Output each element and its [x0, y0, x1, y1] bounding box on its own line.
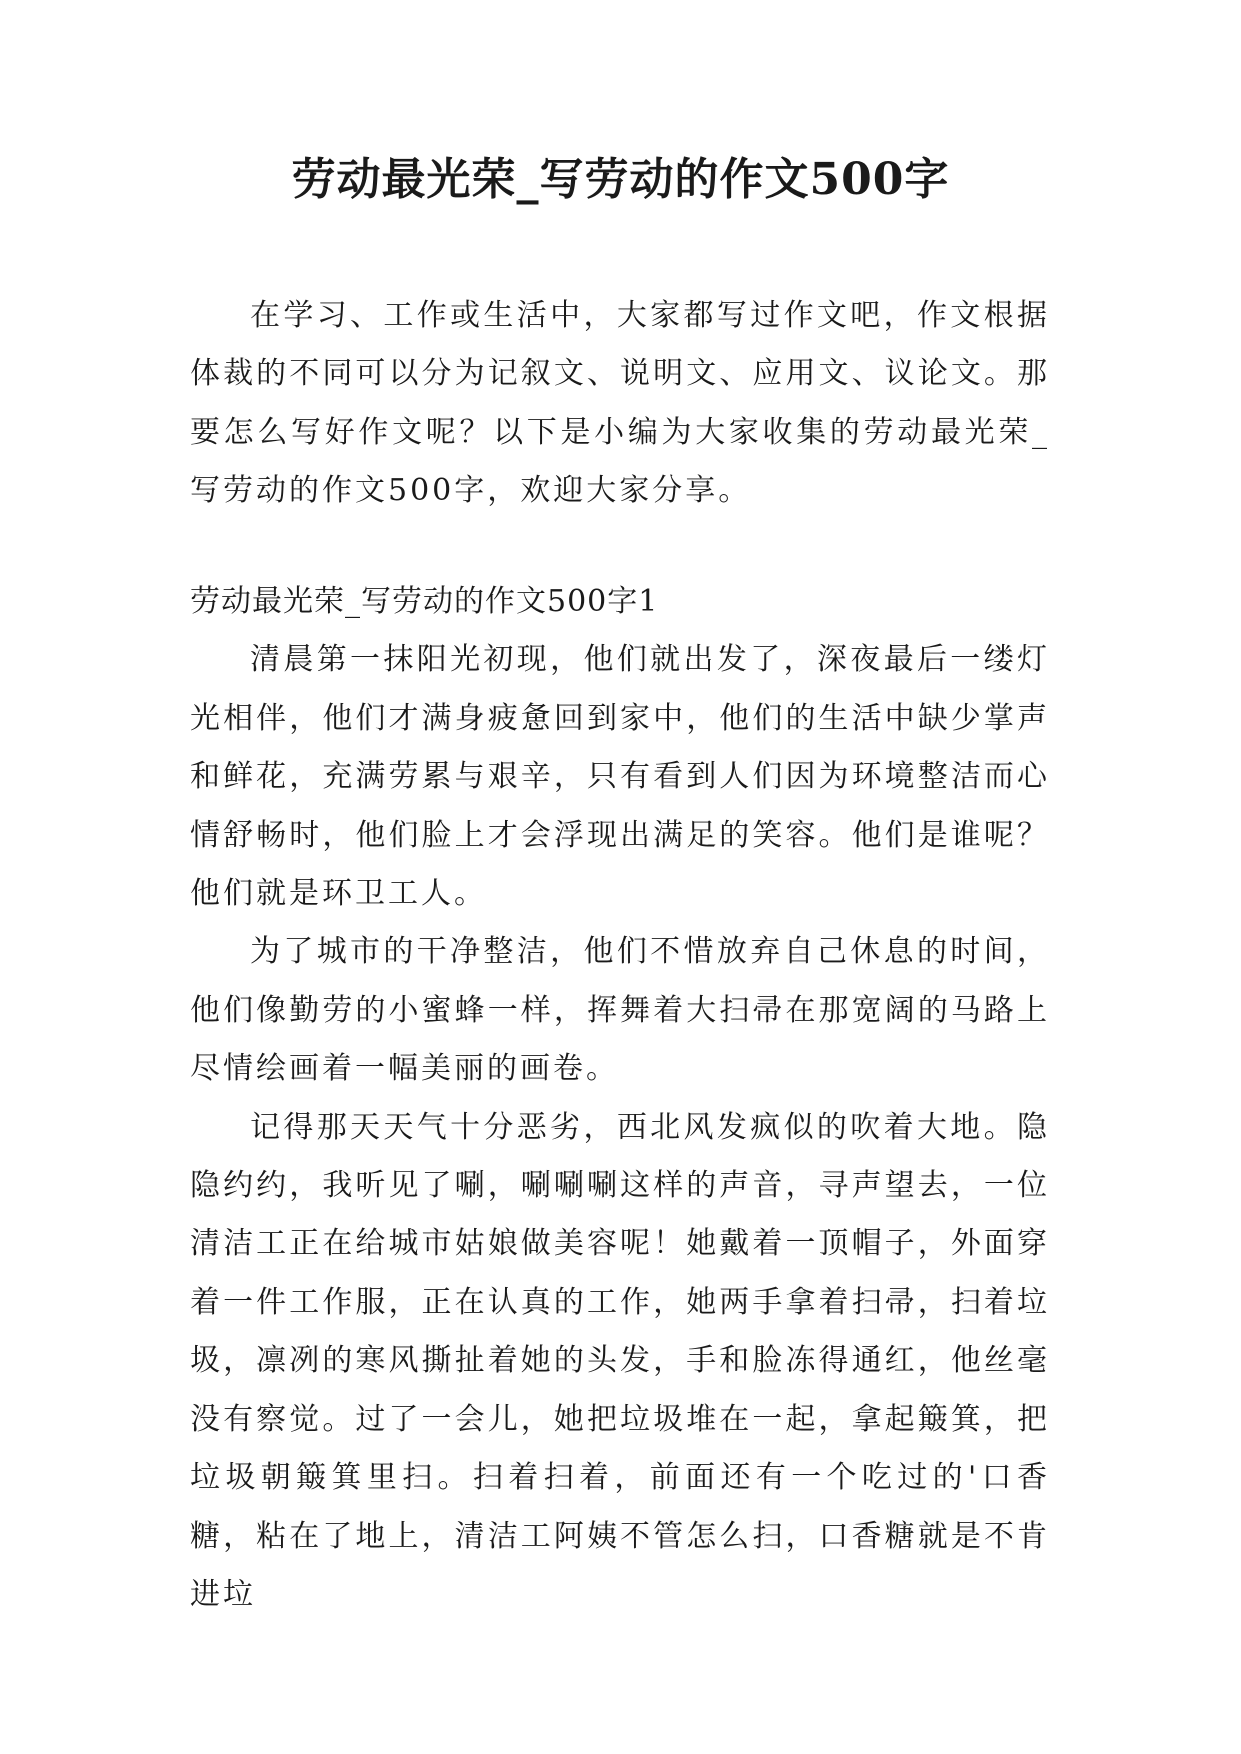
- essay-paragraph-1: 清晨第一抹阳光初现，他们就出发了，深夜最后一缕灯光相伴，他们才满身疲惫回到家中，他们的生活中缺少掌声和鲜花，充满劳累与艰辛，只有看到人们因为环境整洁而心情舒畅时，他们脸上才会浮现出满足的笑容。他们是谁呢？他们就是环卫工人。: [190, 642, 1050, 912]
- essay-paragraph-2: 为了城市的干净整洁，他们不惜放弃自己休息的时间，他们像勤劳的小蜜蜂一样，挥舞着大扫帚在那宽阔的马路上尽情绘画着一幅美丽的画卷。: [190, 934, 1050, 1087]
- intro-block: [190, 287, 1050, 521]
- document-title: 劳动最光荣_写劳动的作文500字: [291, 154, 950, 205]
- section-heading: 劳动最光荣_写劳动的作文500字1: [190, 584, 659, 619]
- intro-paragraph: 在学习、工作或生活中，大家都写过作文吧，作文根据体裁的不同可以分为记叙文、说明文、应用文、议论文。那要怎么写好作文呢？以下是小编为大家收集的劳动最光荣_写劳动的作文500字，欢迎大家分享。: [190, 298, 1050, 509]
- essay-section-1: [190, 573, 1050, 1624]
- essay-paragraph-3: 记得那天天气十分恶劣，西北风发疯似的吹着大地。隐隐约约，我听见了唰，唰唰唰这样的声音，寻声望去，一位清洁工正在给城市姑娘做美容呢！她戴着一顶帽子，外面穿着一件工作服，正在认真的工作，她两手拿着扫帚，扫着垃圾，凛冽的寒风撕扯着她的头发，手和脸冻得通红，他丝毫没有察觉。过了一会儿，她把垃圾堆在一起，拿起簸箕，把垃圾朝簸箕里扫。扫着扫着，前面还有一个吃过的'口香糖，粘在了地上，清洁工阿姨不管怎么扫，口香糖就是不肯进垃: [190, 1109, 1050, 1612]
